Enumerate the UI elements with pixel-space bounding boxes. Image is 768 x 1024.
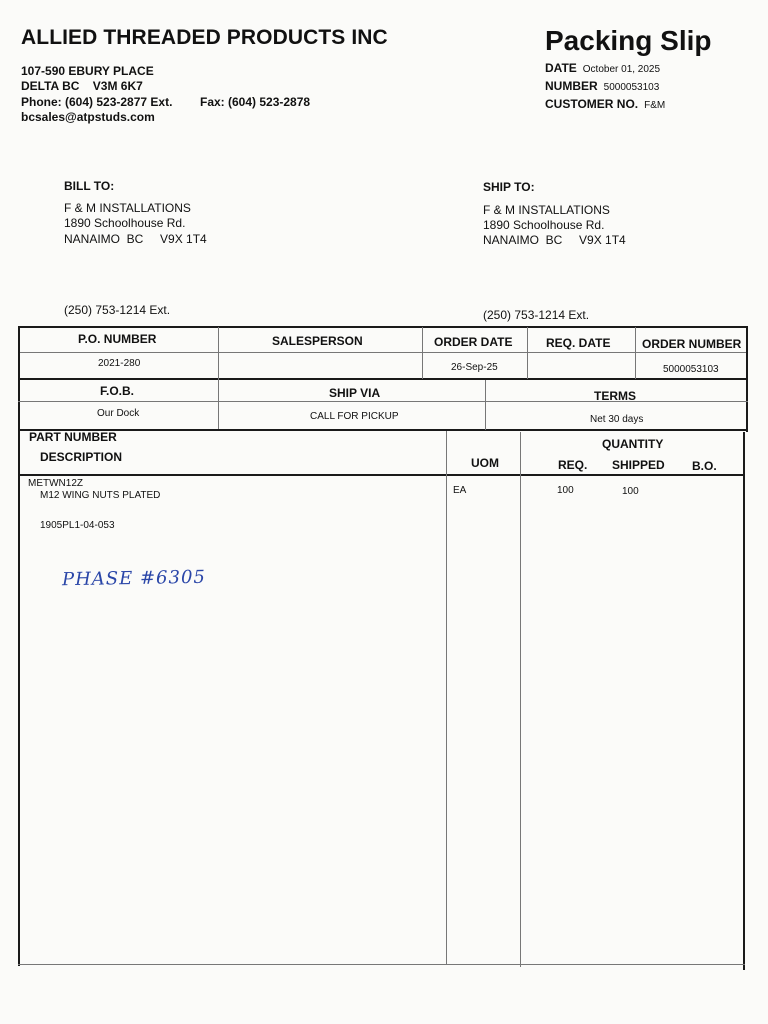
ship-to-label: SHIP TO: [483, 180, 535, 194]
order-grid-col-divider [635, 327, 636, 379]
uom-header: UOM [471, 456, 499, 470]
ship-to-city: NANAIMO BC V9X 1T4 [483, 233, 626, 247]
items-table-right-border [743, 432, 745, 970]
shipping-grid-header-divider [18, 401, 748, 402]
order-number-value: 5000053103 [663, 364, 719, 375]
item-reference: 1905PL1-04-053 [40, 520, 115, 531]
item-description: M12 WING NUTS PLATED [40, 490, 161, 501]
item-uom: EA [453, 485, 467, 496]
part-number-header: PART NUMBER [29, 430, 117, 444]
shipping-grid-col-divider [485, 380, 486, 430]
company-name: ALLIED THREADED PRODUCTS INC [21, 26, 388, 49]
order-date-header: ORDER DATE [434, 335, 513, 349]
item-qty-req: 100 [557, 485, 574, 496]
item-part-number: METWN12Z [28, 478, 83, 489]
order-grid-header-divider [18, 352, 748, 353]
ship-to-street: 1890 Schoolhouse Rd. [483, 218, 605, 232]
fob-value: Our Dock [97, 408, 140, 419]
ship-via-value: CALL FOR PICKUP [310, 411, 399, 422]
bill-to-street: 1890 Schoolhouse Rd. [64, 216, 186, 230]
bill-to-label: BILL TO: [64, 179, 115, 193]
items-table-col-divider [446, 431, 447, 964]
qty-shipped-header: SHIPPED [612, 458, 665, 472]
order-date-value: 26-Sep-25 [451, 362, 498, 373]
items-table-col-divider [520, 432, 521, 967]
item-qty-shipped: 100 [622, 486, 639, 497]
slip-date-row [545, 61, 660, 75]
bill-to-phone: (250) 753-1214 Ext. [64, 303, 171, 317]
ship-via-header: SHIP VIA [329, 386, 381, 400]
customer-number-row [545, 97, 665, 111]
order-grid-col-divider [527, 327, 528, 379]
ship-to-name: F & M INSTALLATIONS [483, 203, 610, 217]
slip-number-label: NUMBER [545, 79, 598, 93]
fob-header: F.O.B. [100, 384, 135, 398]
qty-req-header: REQ. [558, 458, 588, 472]
qty-bo-header: B.O. [692, 459, 717, 473]
items-table-header-divider [18, 474, 745, 476]
order-grid-left-border [18, 326, 20, 430]
customer-number-value: F&M [644, 100, 666, 111]
shipping-grid-bottom-border [18, 429, 748, 431]
order-grid-bottom-border [18, 378, 748, 380]
company-fax: Fax: (604) 523-2878 [200, 95, 311, 109]
company-phone: Phone: (604) 523-2877 Ext. [21, 95, 173, 109]
slip-date-value: October 01, 2025 [582, 64, 661, 75]
ship-to-phone: (250) 753-1214 Ext. [483, 308, 590, 322]
document-title: Packing Slip [545, 25, 712, 56]
bill-to-city: NANAIMO BC V9X 1T4 [64, 232, 207, 246]
order-grid-top-border [18, 326, 748, 328]
quantity-header: QUANTITY [602, 437, 664, 451]
order-number-header: ORDER NUMBER [642, 337, 742, 351]
order-grid-col-divider [422, 327, 423, 379]
salesperson-header: SALESPERSON [272, 334, 363, 348]
slip-number-value: 5000053103 [603, 82, 660, 93]
handwritten-note: PHASE #6305 [61, 566, 207, 591]
terms-header: TERMS [594, 389, 636, 403]
bill-to-name: F & M INSTALLATIONS [64, 201, 191, 215]
order-grid-col-divider [218, 327, 219, 379]
items-table-bottom-border [18, 964, 745, 965]
company-email: bcsales@atpstuds.com [21, 110, 155, 124]
description-header: DESCRIPTION [40, 450, 123, 464]
slip-date-label: DATE [545, 61, 577, 75]
po-number-value: 2021-280 [98, 358, 141, 369]
items-table-left-border [18, 430, 20, 966]
company-address-line2: DELTA BC V3M 6K7 [21, 79, 143, 93]
customer-number-label: CUSTOMER NO. [545, 97, 639, 111]
order-grid-right-border [746, 326, 748, 432]
slip-number-row [545, 79, 659, 93]
company-address-line1: 107-590 EBURY PLACE [21, 64, 154, 78]
po-number-header: P.O. NUMBER [78, 332, 157, 346]
terms-value: Net 30 days [590, 414, 644, 425]
shipping-grid-col-divider [218, 379, 219, 429]
req-date-header: REQ. DATE [546, 336, 611, 350]
